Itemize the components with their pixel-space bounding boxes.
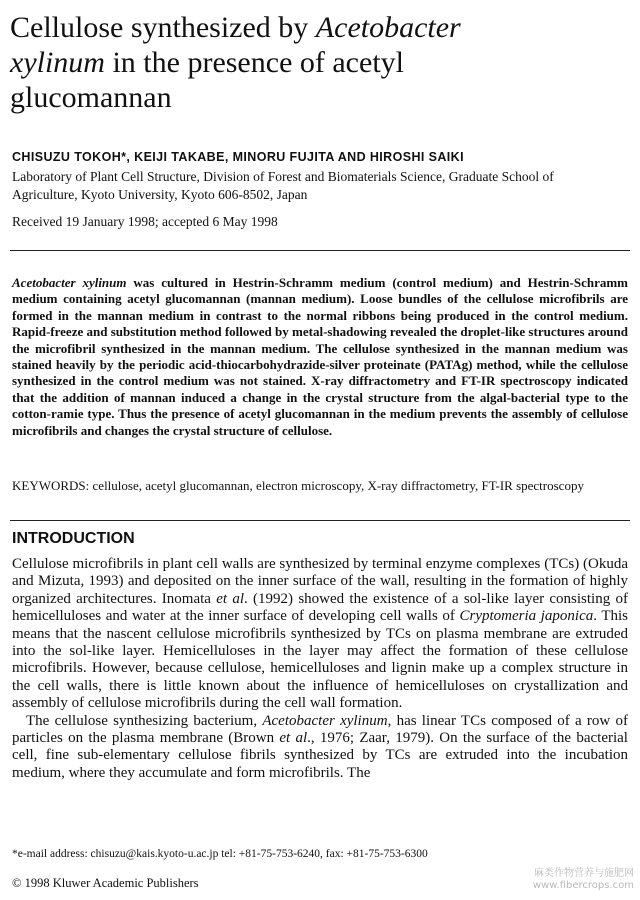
watermark: 麻类作物营养与施肥网 www.fibercrops.com [532, 868, 634, 891]
divider-top [10, 250, 630, 251]
article-title: Cellulose synthesized by Acetobacter xylinum in the presence of acetyl glucomannan [10, 11, 461, 114]
paragraph: Cellulose microfibrils in plant cell walls are synthesized by terminal enzyme complexes (TCs) (Okuda and Mizuta, 1993) and deposited on the inner surface of the wall, resulting in the formation of highly organized architectures. Inomata et al. (1992) showed the existence of a sol-like layer consisting of hemicelluloses and water at the inner surface of developing cell walls of Cryptomeria japonica. This means that the nascent cellulose microfibrils synthesized by TCs on plasma membrane are extruded into the sol-like layer. Hemicelluloses in the layer may affect the formation of these cellulose microfibrils. However, because cellulose, hemicelluloses and lignin make up a complex structure in the cell walls, there is little known about the influence of hemicelluloses on crystallization and assembly of cellulose microfibrils during the cell wall formation. [12, 556, 629, 712]
affiliation: Laboratory of Plant Cell Structure, Division of Forest and Biomaterials Science, Graduate School of Agriculture, Kyoto University, Kyoto 606-8502, Japan [12, 169, 554, 202]
introduction-body [12, 556, 628, 782]
received-dates: Received 19 January 1998; accepted 6 May 1998 [12, 214, 278, 229]
paragraph: The cellulose synthesizing bacterium, Acetobacter xylinum, has linear TCs composed of a row of particles on the plasma membrane (Brown et al., 1976; Zaar, 1979). On the surface of the bacterial cell, fine sub-elementary cellulose fibrils synthesized by TCs are extruded into the incubation medium, where they accumulate and form microfibrils. The [12, 712, 628, 781]
author-list: CHISUZU TOKOH*, KEIJI TAKABE, MINORU FUJITA AND HIROSHI SAIKI [12, 150, 464, 164]
footnote: *e-mail address: chisuzu@kais.kyoto-u.ac.jp tel: +81-75-753-6240, fax: +81-75-753-6300 [12, 848, 428, 860]
section-heading: INTRODUCTION [12, 530, 135, 547]
keywords: KEYWORDS: cellulose, acetyl glucomannan, electron microscopy, X-ray diffractometry, FT-IR spectroscopy [12, 478, 584, 493]
copyright: © 1998 Kluwer Academic Publishers [12, 876, 199, 890]
abstract: Acetobacter xylinum was cultured in Hestrin-Schramm medium (control medium) and Hestrin-Schramm medium containing acetyl glucomannan (mannan medium). Loose bundles of the cellulose microfibrils are formed in the mannan medium in contrast to the normal ribbons being produced in the control medium. Rapid-freeze and substitution method followed by metal-shadowing revealed the droplet-like structures around the microfibril synthesized in the mannan medium. The cellulose synthesized in the mannan medium was stained heavily by the periodic acid-thiocarbohydrazide-silver proteinate (PATAg) method, while the cellulose synthesized in the control medium was not stained. X-ray diffractometry and FT-IR spectroscopy indicated that the addition of mannan induced a change in the crystal structure from the algal-bacterial type to the cotton-ramie type. Thus the presence of acetyl glucomannan in the medium prevents the assembly of cellulose microfibrils and changes the crystal structure of cellulose. [12, 275, 628, 438]
divider-bottom [10, 520, 630, 521]
